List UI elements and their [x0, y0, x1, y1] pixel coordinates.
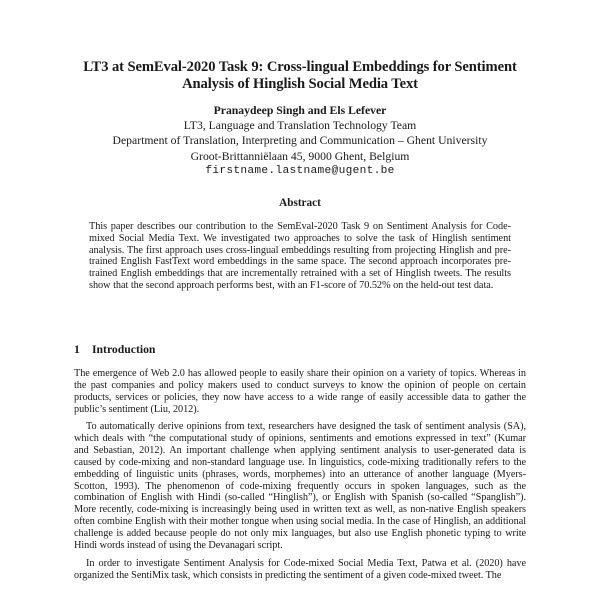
abstract-text: This paper describes our contribution to the SemEval-2020 Task 9 on Sentiment Analysis for Code-mixed Social Media Text. We investigated two approaches to solve the task of Hinglish sentiment analysis. The first approach uses cross-lingual embeddings resulting from projecting Hinglish and pre-trained English FastText word embeddings in the same space. The second approach incorporates pre-trained English embeddings that are incrementally retrained with a set of Hinglish tweets. The results show that the second approach performs best, with an F1-score of 70.52% on the held-out test data.: [89, 221, 511, 291]
affiliation-team: LT3, Language and Translation Technology Team: [183, 119, 417, 133]
author-names: Pranaydeep Singh and Els Lefever: [213, 104, 387, 117]
affiliation-address: Groot-Brittanniëlaan 45, 9000 Ghent, Belgium: [190, 149, 410, 163]
section-body: [74, 368, 526, 587]
paragraph: In order to investigate Sentiment Analysis for Code-mixed Social Media Text, Patwa et al. (2020) have organized the SentiMix task, which consists in predicting the sentiment of a given code-mixed tweet. The: [74, 557, 526, 581]
affiliation-department: Department of Translation, Interpreting and Communication – Ghent University: [112, 134, 488, 148]
author-email: firstname.lastname@ugent.be: [205, 164, 395, 177]
section-number: 1: [74, 343, 80, 356]
title-line-2: Analysis of Hinglish Social Media Text: [182, 76, 418, 92]
paper-title: [60, 59, 540, 93]
paragraph: To automatically derive opinions from text, researchers have designed the task of sentiment analysis (SA), which deals with “the computational study of opinions, sentiments and emotions expressed in text” (Kumar and Sebastian, 2012). An important challenge when applying sentiment analysis to user-generated data is caused by code-mixing and non-standard language use. In linguistics, code-mixing traditionally refers to the embedding of linguistic units (phrases, words, morphemes) into an utterance of another language (Myers-Scotton, 1993). The phenomenon of code-mixing frequently occurs in spoken languages, such as the combination of English with Hindi (so-called “Hinglish”), or English with Spanish (so-called “Spanglish”). More recently, code-mixing is increasingly being used in written text as well, as non-native English speakers often combine English with their mother tongue when using social media. In the case of Hinglish, an additional challenge is added because people do not only mix languages, but also use English phonetic typing to write Hindi words instead of using the Devanagari script.: [74, 421, 526, 551]
section-title: Introduction: [92, 343, 156, 356]
paragraph: The emergence of Web 2.0 has allowed people to easily share their opinion on a variety of topics. Whereas in the past companies and policy makers used to conduct surveys to know the opinion of people on certain products, services or policies, they now have access to a wide range of easily accessible data to gather the public’s sentiment (Liu, 2012).: [74, 368, 526, 415]
section-heading: [74, 343, 155, 356]
title-line-1: LT3 at SemEval-2020 Task 9: Cross-lingual Embeddings for Sentiment: [83, 59, 517, 75]
abstract-heading: Abstract: [279, 197, 321, 209]
author-block: [60, 103, 540, 179]
